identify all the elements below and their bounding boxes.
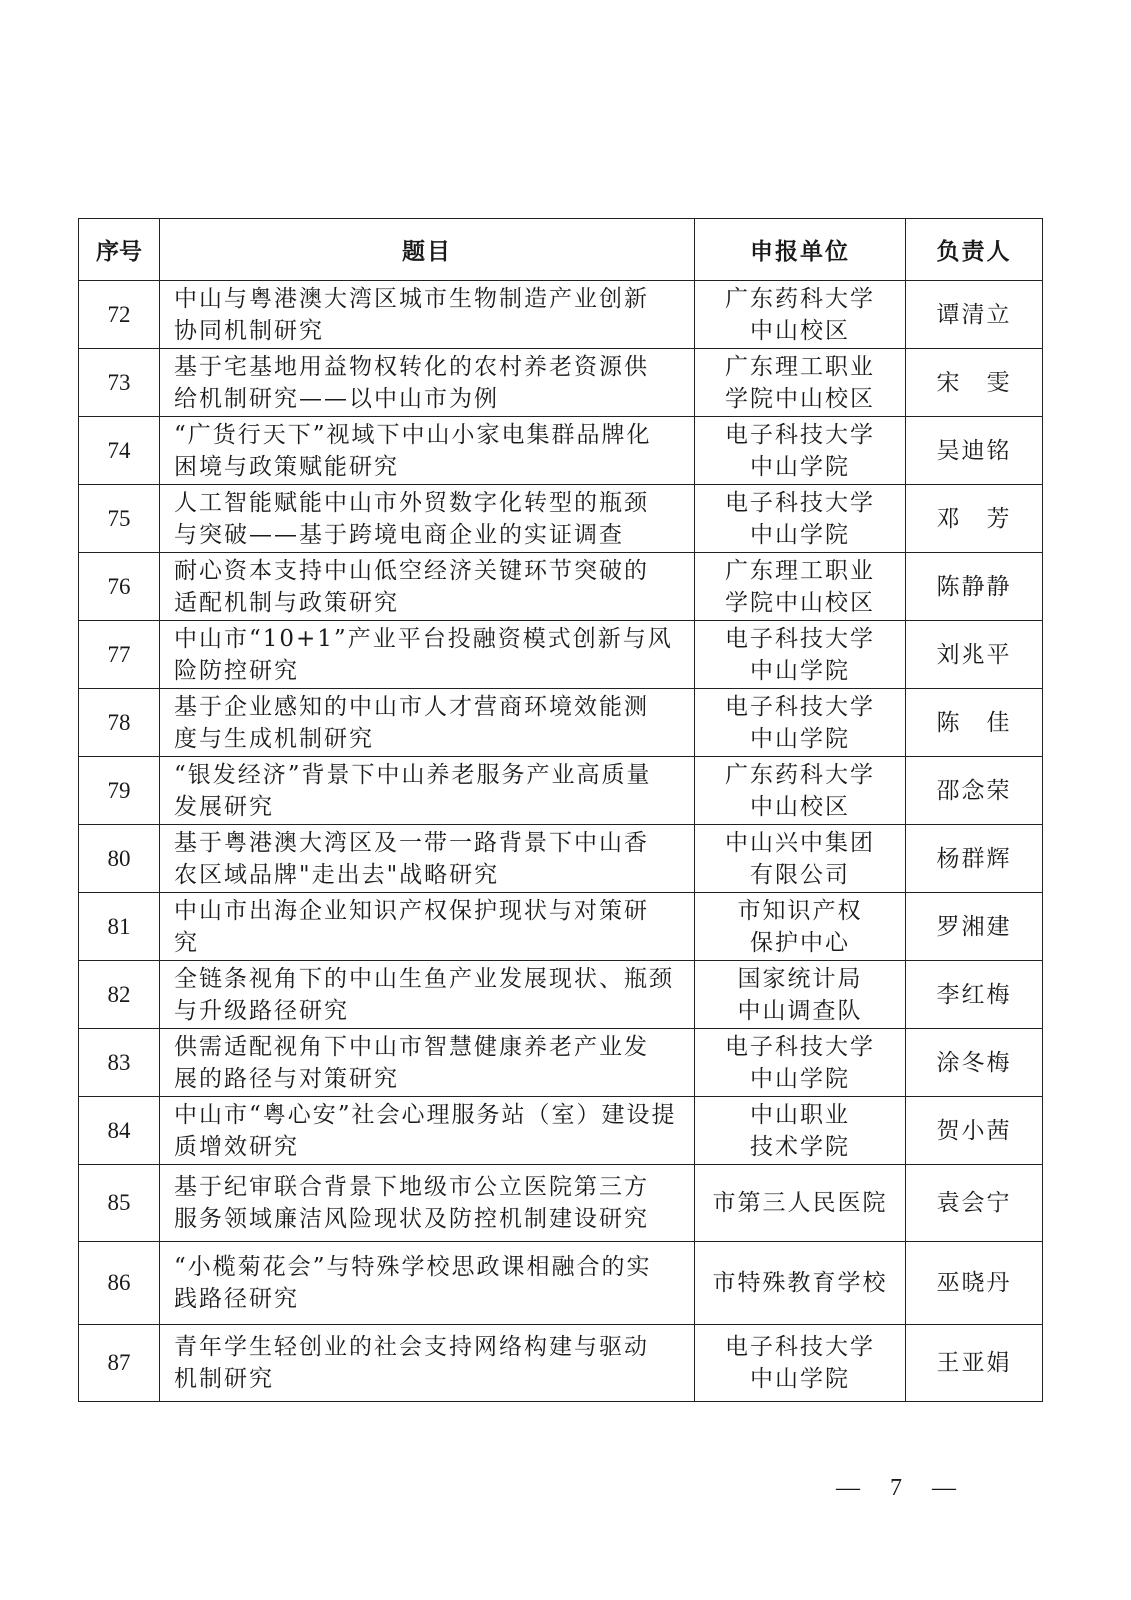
cell-topic	[160, 961, 695, 1029]
table-row	[79, 893, 1043, 961]
topic-line: 展的路径与对策研究	[174, 1065, 399, 1092]
cell-topic	[160, 825, 695, 893]
table-row	[79, 1097, 1043, 1165]
cell-unit	[695, 757, 906, 825]
header-unit: 申报单位	[695, 219, 906, 281]
cell-no: 82	[79, 961, 160, 1029]
topic-line: “广货行天下”视域下中山小家电集群品牌化	[174, 421, 652, 448]
cell-head: 贺小茜	[906, 1097, 1043, 1165]
topic-line: 质增效研究	[174, 1133, 299, 1160]
cell-head: 罗湘建	[906, 893, 1043, 961]
topic-line: 服务领域廉洁风险现状及防控机制建设研究	[174, 1206, 649, 1232]
unit-line: 技术学院	[750, 1133, 850, 1160]
table-row	[79, 757, 1043, 825]
cell-no: 74	[79, 417, 160, 485]
cell-no: 86	[79, 1242, 160, 1325]
unit-line: 中山职业	[750, 1101, 850, 1128]
cell-topic	[160, 417, 695, 485]
cell-unit	[695, 893, 906, 961]
cell-no: 84	[79, 1097, 160, 1165]
cell-head: 宋 雯	[906, 349, 1043, 417]
unit-line: 市知识产权	[737, 897, 863, 924]
page-number: — 7 —	[836, 1475, 968, 1501]
cell-head: 陈 佳	[906, 689, 1043, 757]
topic-line: 中山市“粤心安”社会心理服务站（室）建设提	[174, 1101, 677, 1128]
table-row	[79, 961, 1043, 1029]
unit-line: 学院中山校区	[725, 385, 875, 412]
topic-line: 险防控研究	[174, 657, 299, 684]
cell-head: 谭清立	[906, 281, 1043, 349]
cell-no: 77	[79, 621, 160, 689]
topic-line: 度与生成机制研究	[174, 725, 374, 752]
table-row	[79, 825, 1043, 893]
cell-unit	[695, 417, 906, 485]
topic-line: 机制研究	[174, 1366, 274, 1392]
unit-line: 保护中心	[750, 929, 850, 956]
topic-line: “小榄菊花会”与特殊学校思政课相融合的实	[174, 1254, 652, 1280]
table-row	[79, 621, 1043, 689]
unit-line: 中山学院	[750, 1366, 850, 1392]
cell-unit	[695, 689, 906, 757]
topic-line: 中山市出海企业知识产权保护现状与对策研	[174, 897, 649, 924]
cell-head: 王亚娟	[906, 1325, 1043, 1402]
table-row	[79, 349, 1043, 417]
unit-line: 中山调查队	[737, 997, 863, 1024]
table-row	[79, 689, 1043, 757]
unit-line: 中山学院	[750, 453, 850, 480]
cell-head: 邵念荣	[906, 757, 1043, 825]
table-row	[79, 1242, 1043, 1325]
cell-unit	[695, 349, 906, 417]
unit-line: 国家统计局	[737, 965, 863, 992]
unit-line: 中山校区	[750, 793, 850, 820]
cell-topic	[160, 553, 695, 621]
topic-line: 中山市“10+1”产业平台投融资模式创新与风	[174, 625, 673, 652]
cell-head: 李红梅	[906, 961, 1043, 1029]
table-header-row	[79, 219, 1043, 281]
cell-unit	[695, 1242, 906, 1325]
cell-topic	[160, 1029, 695, 1097]
topic-line: 青年学生轻创业的社会支持网络构建与驱动	[174, 1334, 649, 1360]
unit-line: 电子科技大学	[725, 625, 875, 652]
cell-head: 巫晓丹	[906, 1242, 1043, 1325]
cell-no: 72	[79, 281, 160, 349]
cell-no: 83	[79, 1029, 160, 1097]
unit-line: 广东药科大学	[725, 761, 875, 788]
cell-no: 79	[79, 757, 160, 825]
cell-head: 涂冬梅	[906, 1029, 1043, 1097]
cell-topic	[160, 893, 695, 961]
unit-line: 广东理工职业	[725, 557, 875, 584]
cell-topic	[160, 621, 695, 689]
unit-line: 电子科技大学	[725, 1334, 875, 1360]
topic-line: 与突破——基于跨境电商企业的实证调查	[174, 521, 624, 548]
cell-topic	[160, 689, 695, 757]
topic-line: 农区域品牌"走出去"战略研究	[174, 861, 500, 888]
table-row	[79, 1165, 1043, 1242]
cell-no: 87	[79, 1325, 160, 1402]
cell-topic	[160, 1325, 695, 1402]
topic-line: 供需适配视角下中山市智慧健康养老产业发	[174, 1033, 649, 1060]
table-body	[79, 281, 1043, 1402]
cell-no: 85	[79, 1165, 160, 1242]
cell-head: 杨群辉	[906, 825, 1043, 893]
topic-line: 基于企业感知的中山市人才营商环境效能测	[174, 693, 649, 720]
topic-line: 基于宅基地用益物权转化的农村养老资源供	[174, 353, 649, 380]
topic-line: 困境与政策赋能研究	[174, 453, 399, 480]
topic-line: 基于粤港澳大湾区及一带一路背景下中山香	[174, 829, 649, 856]
cell-unit	[695, 825, 906, 893]
topic-line: 协同机制研究	[174, 317, 324, 344]
topic-line: 践路径研究	[174, 1286, 299, 1312]
unit-line: 中山校区	[750, 317, 850, 344]
topic-line: 人工智能赋能中山市外贸数字化转型的瓶颈	[174, 489, 649, 516]
cell-unit	[695, 621, 906, 689]
table-row	[79, 417, 1043, 485]
cell-head: 邓 芳	[906, 485, 1043, 553]
cell-head: 袁会宁	[906, 1165, 1043, 1242]
topic-line: 中山与粤港澳大湾区城市生物制造产业创新	[174, 285, 649, 312]
unit-line: 中山兴中集团	[725, 829, 875, 856]
unit-line: 中山学院	[750, 725, 850, 752]
cell-topic	[160, 281, 695, 349]
cell-unit	[695, 1165, 906, 1242]
unit-line: 中山学院	[750, 1065, 850, 1092]
unit-line: 电子科技大学	[725, 421, 875, 448]
table-row	[79, 281, 1043, 349]
cell-topic	[160, 1242, 695, 1325]
unit-line: 有限公司	[750, 861, 850, 888]
unit-line: 市特殊教育学校	[712, 1270, 888, 1296]
header-topic: 题目	[160, 219, 695, 281]
table-row	[79, 485, 1043, 553]
cell-head: 陈静静	[906, 553, 1043, 621]
cell-topic	[160, 1097, 695, 1165]
cell-unit	[695, 281, 906, 349]
cell-topic	[160, 349, 695, 417]
unit-line: 广东药科大学	[725, 285, 875, 312]
cell-unit	[695, 1097, 906, 1165]
cell-topic	[160, 757, 695, 825]
cell-unit	[695, 1029, 906, 1097]
table-row	[79, 1325, 1043, 1402]
topic-line: “银发经济”背景下中山养老服务产业高质量	[174, 761, 652, 788]
topic-line: 究	[174, 929, 199, 956]
cell-no: 81	[79, 893, 160, 961]
unit-line: 市第三人民医院	[712, 1190, 888, 1216]
table-row	[79, 553, 1043, 621]
cell-no: 78	[79, 689, 160, 757]
topic-line: 适配机制与政策研究	[174, 589, 399, 616]
project-table	[78, 218, 1043, 1402]
unit-line: 电子科技大学	[725, 1033, 875, 1060]
unit-line: 广东理工职业	[725, 353, 875, 380]
cell-unit	[695, 485, 906, 553]
topic-line: 全链条视角下的中山生鱼产业发展现状、瓶颈	[174, 965, 674, 992]
cell-unit	[695, 961, 906, 1029]
header-head: 负责人	[906, 219, 1043, 281]
unit-line: 中山学院	[750, 657, 850, 684]
header-no: 序号	[79, 219, 160, 281]
unit-line: 电子科技大学	[725, 693, 875, 720]
cell-topic	[160, 485, 695, 553]
topic-line: 发展研究	[174, 793, 274, 820]
cell-no: 73	[79, 349, 160, 417]
topic-line: 给机制研究——以中山市为例	[174, 385, 499, 412]
cell-no: 75	[79, 485, 160, 553]
cell-no: 80	[79, 825, 160, 893]
cell-unit	[695, 553, 906, 621]
cell-no: 76	[79, 553, 160, 621]
topic-line: 耐心资本支持中山低空经济关键环节突破的	[174, 557, 649, 584]
cell-topic	[160, 1165, 695, 1242]
cell-head: 刘兆平	[906, 621, 1043, 689]
cell-unit	[695, 1325, 906, 1402]
topic-line: 基于纪审联合背景下地级市公立医院第三方	[174, 1174, 649, 1200]
unit-line: 学院中山校区	[725, 589, 875, 616]
cell-head: 吴迪铭	[906, 417, 1043, 485]
table-row	[79, 1029, 1043, 1097]
unit-line: 电子科技大学	[725, 489, 875, 516]
topic-line: 与升级路径研究	[174, 997, 349, 1024]
unit-line: 中山学院	[750, 521, 850, 548]
